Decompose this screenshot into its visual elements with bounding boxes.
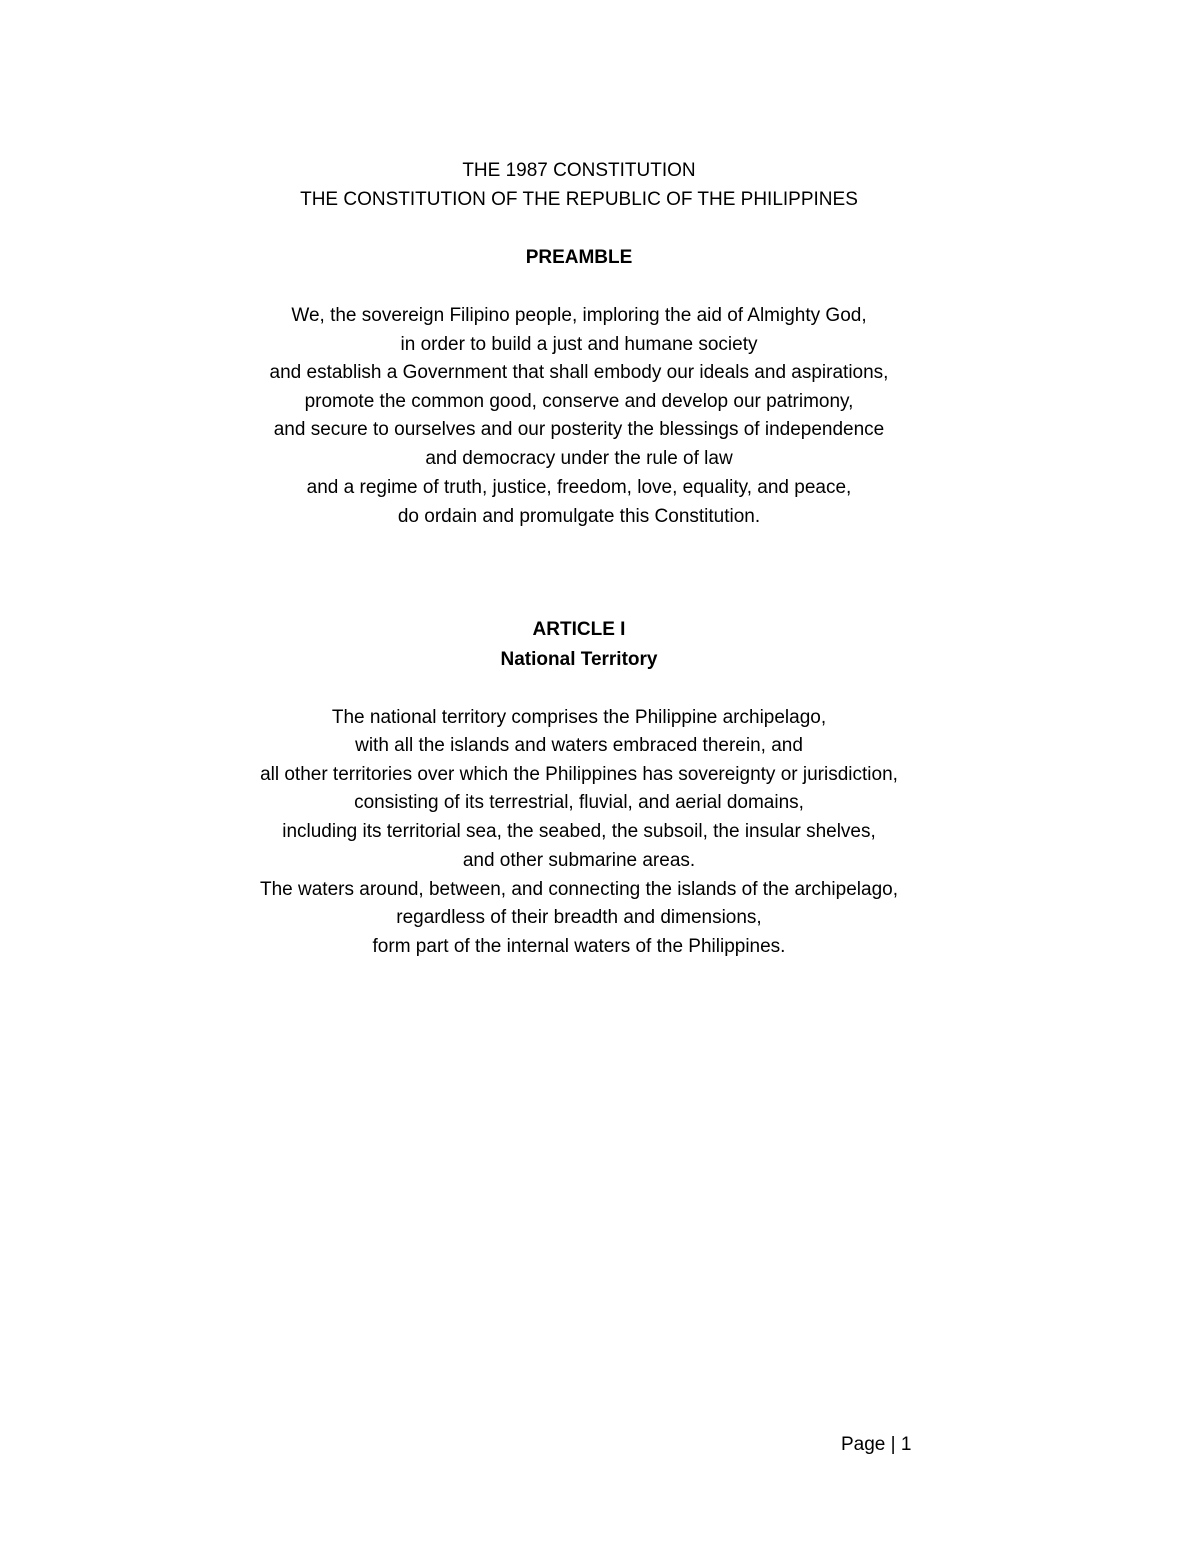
article-line: The national territory comprises the Philippine archipelago,: [331, 707, 827, 728]
preamble-line: and democracy under the rule of law: [425, 448, 733, 469]
article-subheading: National Territory: [500, 649, 658, 670]
preamble-line: and establish a Government that shall embody our ideals and aspirations,: [269, 362, 889, 383]
article-line: form part of the internal waters of the Philippines.: [372, 936, 786, 957]
article-line: The waters around, between, and connecting the islands of the archipelago,: [260, 879, 898, 900]
article-line: including its territorial sea, the seabed, the subsoil, the insular shelves,: [282, 821, 876, 842]
article-heading: ARTICLE I: [532, 619, 626, 640]
preamble-line: do ordain and promulgate this Constitution.: [397, 506, 761, 527]
article-line: with all the islands and waters embraced therein, and: [355, 735, 803, 756]
preamble-line: and a regime of truth, justice, freedom, love, equality, and peace,: [306, 477, 852, 498]
preamble-line: and secure to ourselves and our posterity the blessings of independence: [273, 419, 885, 440]
preamble-line: We, the sovereign Filipino people, imploring the aid of Almighty God,: [291, 305, 867, 326]
article-line: consisting of its terrestrial, fluvial, and aerial domains,: [354, 792, 804, 813]
document-subtitle: THE CONSTITUTION OF THE REPUBLIC OF THE PHILIPPINES: [300, 189, 858, 210]
preamble-line: in order to build a just and humane society: [400, 334, 758, 355]
preamble-heading: PREAMBLE: [525, 247, 633, 268]
article-line: and other submarine areas.: [462, 850, 696, 871]
article-line: regardless of their breadth and dimensions,: [396, 907, 762, 928]
article-line: all other territories over which the Philippines has sovereignty or jurisdiction,: [260, 764, 898, 785]
preamble-line: promote the common good, conserve and develop our patrimony,: [304, 391, 854, 412]
page-number: Page | 1: [841, 1434, 912, 1455]
document-title: THE 1987 CONSTITUTION: [462, 160, 696, 181]
